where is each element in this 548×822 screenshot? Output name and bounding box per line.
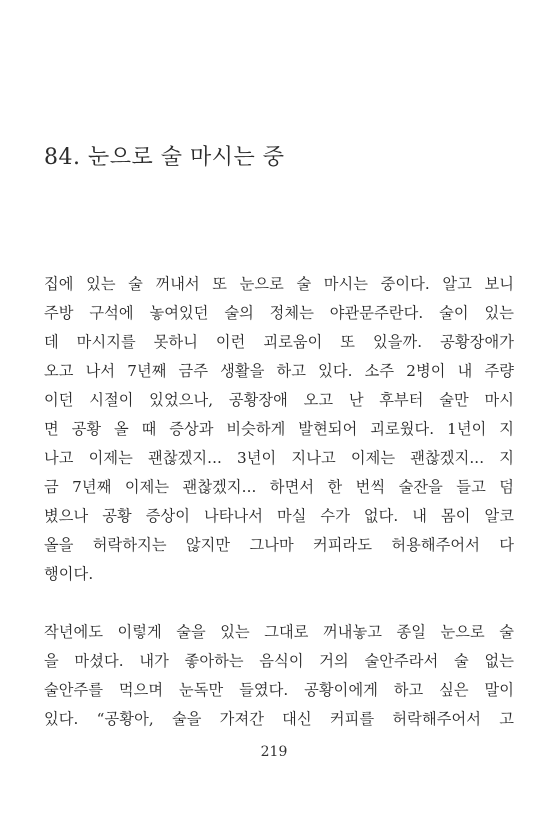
body-text: [44, 270, 514, 734]
text-line: 을 마셨다. 내가 좋아하는 음식이 거의 술안주라서 술 없는: [44, 652, 514, 670]
text-line: 집에 있는 술 꺼내서 또 눈으로 술 마시는 중이다. 알고 보니: [44, 275, 514, 293]
page-number: 219: [260, 744, 288, 760]
text-line: 올을 허락하지는 않지만 그나마 커피라도 허용해주어서 다: [44, 536, 514, 554]
text-line: 금 7년째 이제는 괜찮겠지... 하면서 한 번씩 술잔을 들고 덤: [44, 478, 514, 496]
paragraph: [44, 618, 514, 734]
text-line: 있다. “공황아, 술을 가져간 대신 커피를 허락해주어서 고: [44, 710, 514, 728]
text-line: 작년에도 이렇게 술을 있는 그대로 꺼내놓고 종일 눈으로 술: [44, 623, 514, 641]
text-line: 주방 구석에 놓여있던 술의 정체는 야관문주란다. 술이 있는: [44, 304, 514, 322]
text-line: 나고 이제는 괜찮겠지... 3년이 지나고 이제는 괜찮겠지... 지: [44, 449, 514, 467]
paragraph: [44, 270, 514, 589]
text-line: 술안주를 먹으며 눈독만 들였다. 공황이에게 하고 싶은 말이: [44, 681, 514, 699]
text-line: 이던 시절이 있었으나, 공황장애 오고 난 후부터 술만 마시: [44, 391, 514, 409]
text-line: 볐으나 공황 증상이 나타나서 마실 수가 없다. 내 몸이 알코: [44, 507, 514, 525]
text-line: 행이다.: [44, 565, 94, 583]
text-line: 오고 나서 7년째 금주 생활을 하고 있다. 소주 2병이 내 주량: [44, 362, 514, 380]
text-line: 데 마시지를 못하니 이런 괴로움이 또 있을까. 공황장애가: [44, 333, 514, 351]
text-line: 면 공황 올 때 증상과 비슷하게 발현되어 괴로웠다. 1년이 지: [44, 420, 514, 438]
chapter-title: 84. 눈으로 술 마시는 중: [44, 145, 285, 170]
paragraph-gap: [44, 589, 514, 618]
